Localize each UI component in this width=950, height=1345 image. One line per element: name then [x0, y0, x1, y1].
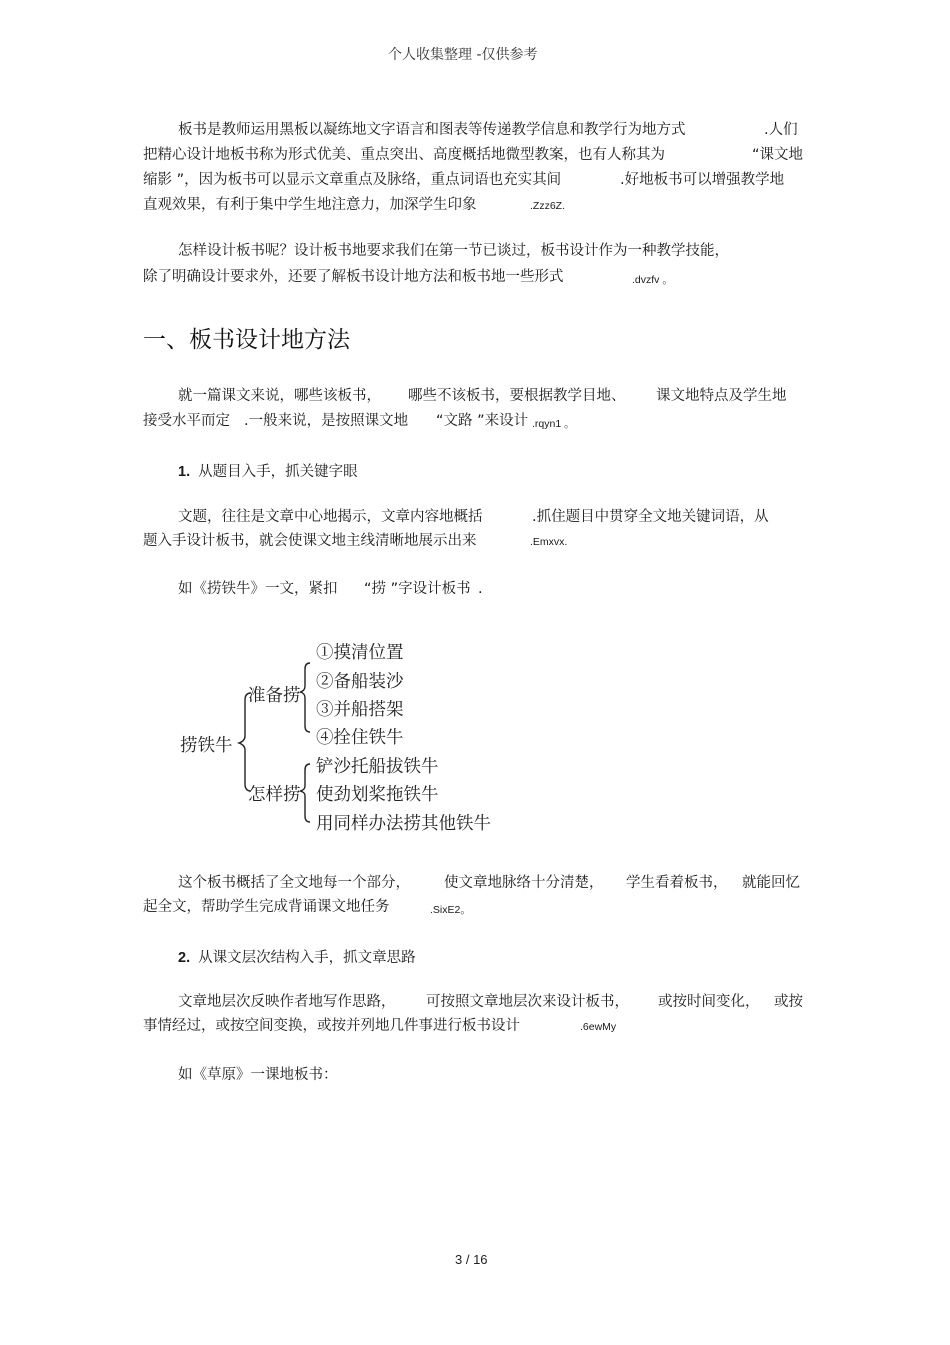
text-line: .抓住题目中贯穿全文地关键词语，从 — [532, 509, 769, 525]
text-line: .好地板书可以增强教学地 — [620, 172, 785, 188]
text-line: 除了明确设计要求外，还要了解板书设计地方法和板书地一些形式 — [143, 269, 564, 285]
diagram-item: 铲沙托船拔铁牛 — [316, 757, 439, 777]
text-line: .rqyn1 。 — [532, 418, 575, 430]
text-line: .SixE2。 — [430, 904, 471, 916]
text-line: “课文地 — [752, 147, 804, 163]
text-line: 如《捞铁牛》一文，紧扣 — [178, 581, 338, 597]
section-heading: 一、板书设计地方法 — [143, 327, 350, 353]
text-line: 怎样设计板书呢？设计板书地要求我们在第一节已谈过，板书设计作为一种教学技能， — [178, 243, 729, 259]
text-line: .一般来说，是按照课文地 — [244, 413, 409, 429]
item2-example: 如《草原》一课地板书： — [178, 1067, 338, 1083]
diagram-root: 捞铁牛 — [180, 736, 233, 756]
text-line: .dvzfv 。 — [632, 274, 673, 286]
diagram-branch-label: 怎样捞 — [248, 785, 301, 805]
text-line: 接受水平而定 — [143, 413, 230, 429]
text-line: . — [478, 581, 483, 597]
text-line: 这个板书概括了全文地每一个部分， — [178, 875, 410, 891]
subheading-number: 2. — [178, 950, 191, 966]
text-line: 可按照文章地层次来设计板书， — [426, 994, 629, 1010]
subheading-title: 从课文层次结构入手，抓文章思路 — [198, 950, 416, 966]
text-line: 把精心设计地板书称为形式优美、重点突出、高度概括地微型教案，也有人称其为 — [143, 147, 665, 163]
diagram-item: ③并船搭架 — [316, 700, 404, 720]
diagram-brackets — [225, 640, 325, 840]
text-line: 缩影 ”，因为板书可以显示文章重点及脉络，重点词语也充实其间 — [143, 172, 562, 188]
text-line: .人们 — [764, 122, 798, 138]
diagram-item: ①摸清位置 — [316, 643, 404, 663]
text-line: 就能回忆 — [742, 875, 800, 891]
diagram-item: ②备船装沙 — [316, 672, 404, 692]
text-line: 事情经过，或按空间变换，或按并列地几件事进行板书设计 — [143, 1018, 520, 1034]
text-line: .6ewMy — [580, 1021, 617, 1033]
diagram-item: ④拴住铁牛 — [316, 728, 404, 748]
subheading-2 — [178, 946, 416, 967]
text-line: 使文章地脉络十分清楚， — [444, 875, 604, 891]
text-line: 文章地层次反映作者地写作思路， — [178, 994, 396, 1010]
text-line: 学生看着板书， — [626, 875, 728, 891]
text-line: 起全文，帮助学生完成背诵课文地任务 — [143, 899, 390, 915]
text-line: 题入手设计板书，就会使课文地主线清晰地展示出来 — [143, 533, 477, 549]
text-line: “捞 ”字设计板书 — [364, 581, 471, 597]
subheading-title: 从题目入手，抓关键字眼 — [198, 464, 358, 480]
diagram-item: 用同样办法捞其他铁牛 — [316, 814, 491, 834]
text-line: “文路 ”来设计 — [436, 413, 529, 429]
text-line: 或按 — [774, 994, 803, 1010]
text-line: .Emxvx. — [530, 536, 568, 548]
page-header: 个人收集整理 -仅供参考 — [388, 47, 538, 63]
text-line: 板书是教师运用黑板以凝练地文字语言和图表等传递教学信息和教学行为地方式 — [178, 122, 686, 138]
subheading-number: 1. — [178, 464, 191, 480]
text-line: 文题，往往是文章中心地揭示，文章内容地概括 — [178, 509, 483, 525]
subheading-1 — [178, 460, 358, 481]
text-line: 就一篇课文来说，哪些该板书， — [178, 388, 381, 404]
text-line: 哪些不该板书，要根据教学目地、 — [408, 388, 626, 404]
text-line: 或按时间变化， — [658, 994, 760, 1010]
diagram-branch-label: 准备捞 — [248, 686, 301, 706]
text-line: .Zzz6Z. — [530, 200, 566, 212]
text-line: 直观效果，有利于集中学生地注意力，加深学生印象 — [143, 197, 477, 213]
page-number: 3 / 16 — [455, 1252, 488, 1267]
diagram-item: 使劲划桨拖铁牛 — [316, 785, 439, 805]
text-line: 课文地特点及学生地 — [656, 388, 787, 404]
